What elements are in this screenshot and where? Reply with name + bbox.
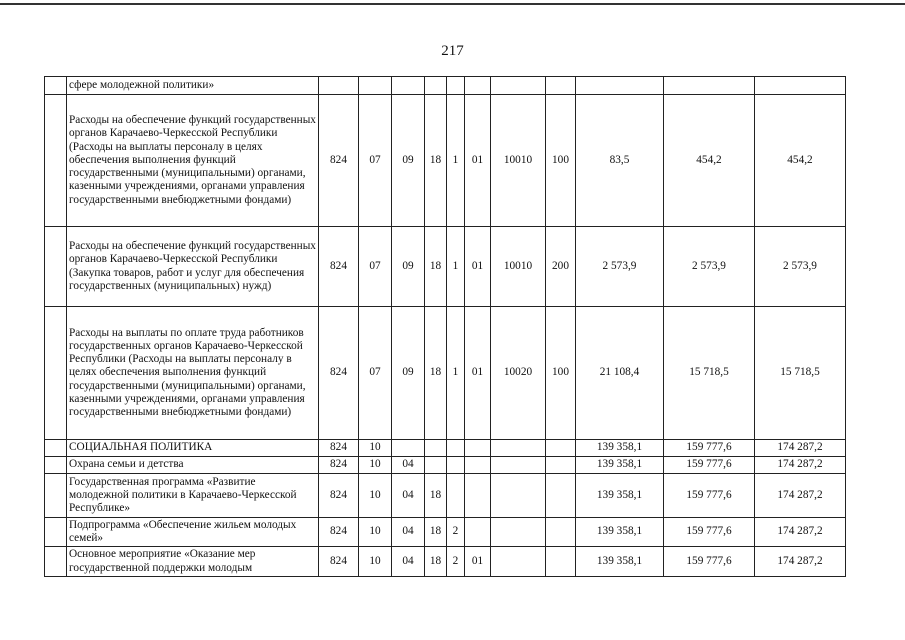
amount-year3: 174 287,2 [755,440,846,457]
row-index-cell [45,440,67,457]
code-section: 10 [359,518,392,547]
table-row [45,547,846,577]
code-subsection: 04 [392,457,425,474]
item-name: Расходы на выплаты по оплате труда работников государственных органов Карачаево-Черкесской Республики (Расходы на выплаты персоналу в целях обеспечения выполнения функций государственными (муниципальными) органами, казенными учреждениями, органами управления государственными внебюджетными фондами) [67,307,319,440]
amount-year1: 83,5 [576,95,664,227]
table-row [45,440,846,457]
code-subsection: 04 [392,547,425,577]
amount-year2: 159 777,6 [664,474,755,518]
amount-year1: 139 358,1 [576,547,664,577]
code-program [425,440,447,457]
amount-year2: 159 777,6 [664,457,755,474]
code-ministry: 824 [319,474,359,518]
code-subsection: 04 [392,518,425,547]
code-subprogram [447,77,465,95]
budget-table [44,76,846,577]
code-expense-type: 100 [546,307,576,440]
code-expense-type: 200 [546,227,576,307]
table-row [45,474,846,518]
amount-year2: 159 777,6 [664,440,755,457]
code-program [425,77,447,95]
amount-year3: 174 287,2 [755,518,846,547]
code-subprogram [447,457,465,474]
amount-year1: 139 358,1 [576,518,664,547]
code-subprogram: 2 [447,547,465,577]
page-number: 217 [441,43,464,59]
row-index-cell [45,95,67,227]
code-ministry: 824 [319,547,359,577]
code-ministry: 824 [319,95,359,227]
code-subsection [392,440,425,457]
code-activity [465,518,491,547]
row-index-cell [45,307,67,440]
item-name: СОЦИАЛЬНАЯ ПОЛИТИКА [67,440,319,457]
code-subsection [392,77,425,95]
amount-year2: 454,2 [664,95,755,227]
code-ministry [319,77,359,95]
code-expense-type [546,518,576,547]
code-expense-type [546,440,576,457]
code-activity: 01 [465,95,491,227]
code-program [425,457,447,474]
amount-year3: 174 287,2 [755,457,846,474]
table-row [45,227,846,307]
code-program: 18 [425,227,447,307]
item-name: Основное мероприятие «Оказание мер государственной поддержки молодым [67,547,319,577]
code-program: 18 [425,474,447,518]
code-subprogram: 1 [447,307,465,440]
item-name: Охрана семьи и детства [67,457,319,474]
code-activity [465,457,491,474]
code-activity [465,440,491,457]
code-subprogram: 2 [447,518,465,547]
code-subsection: 09 [392,227,425,307]
code-subprogram: 1 [447,95,465,227]
code-activity: 01 [465,307,491,440]
code-expense-type: 100 [546,95,576,227]
code-direction [491,547,546,577]
code-direction: 10010 [491,227,546,307]
item-name: Государственная программа «Развитие молодежной политики в Карачаево-Черкесской Республике» [67,474,319,518]
code-direction [491,440,546,457]
code-ministry: 824 [319,440,359,457]
amount-year2: 159 777,6 [664,547,755,577]
code-program: 18 [425,95,447,227]
code-section: 10 [359,440,392,457]
item-name: сфере молодежной политики» [67,77,319,95]
amount-year2: 2 573,9 [664,227,755,307]
table-row [45,307,846,440]
code-direction: 10010 [491,95,546,227]
amount-year1 [576,77,664,95]
amount-year2: 159 777,6 [664,518,755,547]
amount-year3: 174 287,2 [755,547,846,577]
item-name: Расходы на обеспечение функций государственных органов Карачаево-Черкесской Республики (Расходы на выплаты персоналу в целях обеспечения выполнения функций государственными (муниципальными) органами, казенными учреждениями, органами управления государственными внебюджетными фондами) [67,95,319,227]
code-ministry: 824 [319,518,359,547]
code-subprogram [447,440,465,457]
amount-year3: 2 573,9 [755,227,846,307]
item-name: Подпрограмма «Обеспечение жильем молодых семей» [67,518,319,547]
code-activity: 01 [465,547,491,577]
code-direction: 10020 [491,307,546,440]
code-direction [491,77,546,95]
amount-year2 [664,77,755,95]
table-row [45,95,846,227]
code-direction [491,457,546,474]
row-index-cell [45,518,67,547]
code-expense-type [546,547,576,577]
code-ministry: 824 [319,307,359,440]
code-expense-type [546,474,576,518]
table-row [45,77,846,95]
code-expense-type [546,77,576,95]
code-section: 07 [359,95,392,227]
amount-year1: 139 358,1 [576,457,664,474]
amount-year3: 454,2 [755,95,846,227]
code-activity: 01 [465,227,491,307]
item-name: Расходы на обеспечение функций государственных органов Карачаево-Черкесской Республики (Закупка товаров, работ и услуг для обеспечения государственных (муниципальных) нужд) [67,227,319,307]
code-subsection: 09 [392,307,425,440]
table-row [45,518,846,547]
row-index-cell [45,77,67,95]
code-direction [491,518,546,547]
amount-year1: 2 573,9 [576,227,664,307]
amount-year3 [755,77,846,95]
code-activity [465,474,491,518]
amount-year1: 21 108,4 [576,307,664,440]
amount-year3: 174 287,2 [755,474,846,518]
code-section: 10 [359,547,392,577]
code-ministry: 824 [319,457,359,474]
row-index-cell [45,227,67,307]
code-subprogram: 1 [447,227,465,307]
code-subsection: 04 [392,474,425,518]
code-section: 07 [359,227,392,307]
code-ministry: 824 [319,227,359,307]
row-index-cell [45,457,67,474]
code-direction [491,474,546,518]
table-row [45,457,846,474]
amount-year3: 15 718,5 [755,307,846,440]
code-program: 18 [425,307,447,440]
code-program: 18 [425,518,447,547]
code-section: 07 [359,307,392,440]
amount-year2: 15 718,5 [664,307,755,440]
amount-year1: 139 358,1 [576,474,664,518]
code-activity [465,77,491,95]
code-section: 10 [359,457,392,474]
code-subsection: 09 [392,95,425,227]
scan-edge-line [0,3,905,5]
code-expense-type [546,457,576,474]
code-subprogram [447,474,465,518]
row-index-cell [45,547,67,577]
row-index-cell [45,474,67,518]
code-section: 10 [359,474,392,518]
amount-year1: 139 358,1 [576,440,664,457]
code-section [359,77,392,95]
code-program: 18 [425,547,447,577]
